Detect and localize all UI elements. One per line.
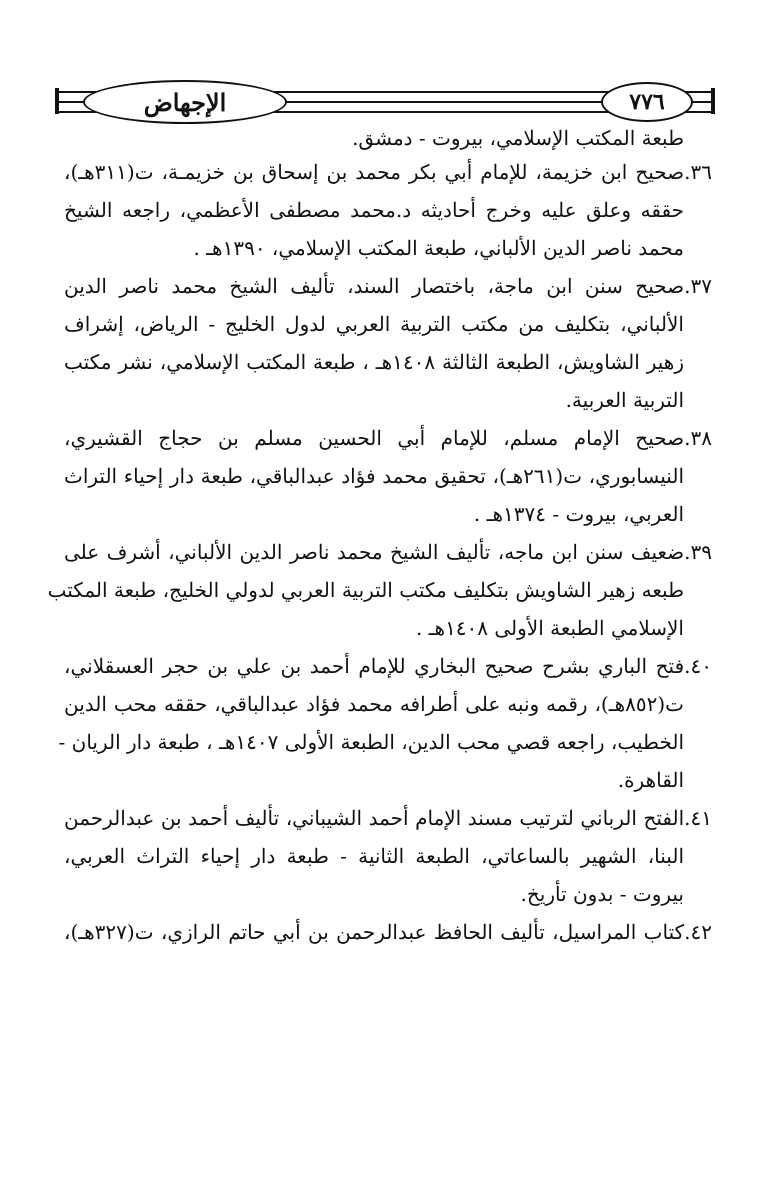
entry-line: الألباني، بتكليف من مكتب التربية العربي لدول الخليج - الرياض، إشراف xyxy=(64,312,684,336)
page-number: ٧٧٦ xyxy=(601,82,693,122)
entry-line: طبعه زهير الشاويش بتكليف مكتب التربية العربي لدولي الخليج، طبعة المكتب xyxy=(47,578,684,602)
entry-line: النيسابوري، ت(٢٦١هـ)، تحقيق محمد فؤاد عبدالباقي، طبعة دار إحياء التراث xyxy=(64,464,684,488)
entry-line: الإسلامي الطبعة الأولى ١٤٠٨هـ . xyxy=(415,616,684,640)
entry-line: التربية العربية. xyxy=(565,388,684,412)
entry-line: ٣٧.صحيح سنن ابن ماجة، باختصار السند، تأليف الشيخ محمد ناصر الدين xyxy=(64,274,712,298)
header-rule-end xyxy=(55,88,59,114)
continuation-line: طبعة المكتب الإسلامي، بيروت - دمشق. xyxy=(352,126,684,150)
entry-line: ٤٠.فتح الباري بشرح صحيح البخاري للإمام أحمد بن علي بن حجر العسقلاني، xyxy=(64,654,712,678)
entry-line: زهير الشاويش، الطبعة الثالثة ١٤٠٨هـ ، طبعة المكتب الإسلامي، نشر مكتب xyxy=(64,350,685,374)
bibliography-entry xyxy=(64,922,712,942)
entry-line: ٤١.الفتح الرباني لترتيب مسند الإمام أحمد الشيباني، تأليف أحمد بن عبدالرحمن xyxy=(64,806,712,830)
entry-line: ت(٨٥٢هـ)، رقمه ونبه على أطرافه محمد فؤاد عبدالباقي، حققه محب الدين xyxy=(64,692,684,716)
entry-line: بيروت - بدون تأريخ. xyxy=(520,882,684,906)
entry-line: ٣٦.صحيح ابن خزيمة، للإمام أبي بكر محمد بن إسحاق بن خزيمـة، ت(٣١١هـ)، xyxy=(64,160,712,184)
bibliography-entry xyxy=(64,428,712,524)
bibliography-entry xyxy=(64,808,712,904)
bibliography-list xyxy=(47,126,712,960)
bibliography-entry xyxy=(64,162,712,258)
entry-line: حققه وعلق عليه وخرج أحاديثه د.محمد مصطفى الأعظمي، راجعه الشيخ xyxy=(64,198,684,222)
entry-line: ٣٨.صحيح الإمام مسلم، للإمام أبي الحسين مسلم بن حجاج القشيري، xyxy=(64,426,712,450)
entry-line: القاهرة. xyxy=(617,768,684,792)
entry-line: ٤٢.كتاب المراسيل، تأليف الحافظ عبدالرحمن بن أبي حاتم الرازي، ت(٣٢٧هـ)، xyxy=(64,920,712,944)
bibliography-entry xyxy=(64,276,712,410)
entry-line: محمد ناصر الدين الألباني، طبعة المكتب الإسلامي، ١٣٩٠هـ . xyxy=(193,236,684,260)
entry-line: الخطيب، راجعه قصي محب الدين، الطبعة الأولى ١٤٠٧هـ ، طبعة دار الريان - xyxy=(58,730,684,754)
entry-line: البنا، الشهير بالساعاتي، الطبعة الثانية - طبعة دار إحياء التراث العربي، xyxy=(64,844,684,868)
chapter-title: الإجهاض xyxy=(83,80,287,124)
entry-line: العربي، بيروت - ١٣٧٤هـ . xyxy=(473,502,684,526)
bibliography-entry xyxy=(58,654,712,792)
entry-line: ٣٩.ضعيف سنن ابن ماجه، تأليف الشيخ محمد ناصر الدين الألباني، أشرف على xyxy=(64,540,712,564)
header-rule-end xyxy=(711,88,715,114)
page-header xyxy=(55,80,715,122)
bibliography-entry xyxy=(47,540,712,640)
